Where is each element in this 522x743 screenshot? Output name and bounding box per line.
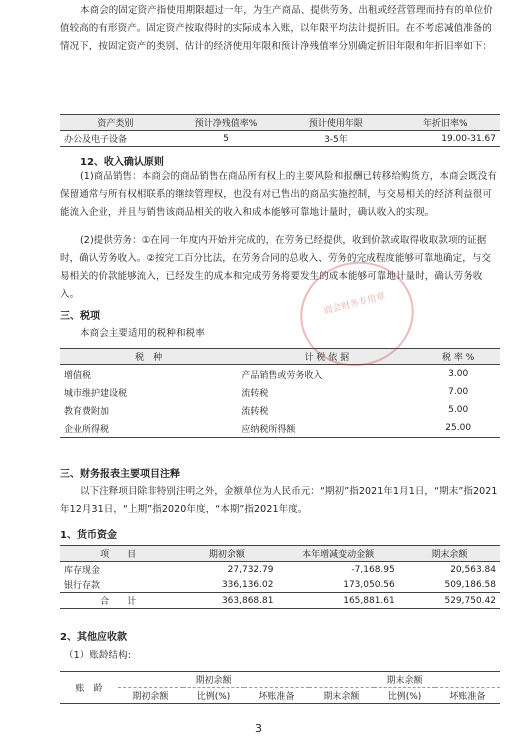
cell: 19.00-31.67 (441, 133, 496, 144)
cell: 产品销售或劳务收入 (241, 370, 323, 381)
col-header: 期初余额 (132, 692, 169, 702)
fixed-assets-table (60, 114, 500, 147)
revenue-heading: 12、收入确认原则 (80, 157, 164, 168)
col-header: 账 龄 (60, 672, 118, 704)
cell: 教育费附加 (64, 406, 110, 417)
col-header: 计 税 依 据 (237, 349, 416, 365)
col-header: 预计使用年限 (281, 115, 390, 131)
table-row (60, 131, 500, 147)
col-header: 期末余额 (309, 672, 500, 688)
cell: 27,732.79 (227, 564, 274, 575)
table-header-row (60, 115, 500, 131)
tax-intro: 本商会主要适用的税种和税率 (80, 328, 205, 339)
col-header: 税 种 (60, 349, 237, 365)
cell: 336,136.02 (221, 579, 274, 590)
col-header: 坏账准备 (258, 692, 295, 702)
table-row (60, 577, 500, 593)
table-total-row (60, 593, 500, 609)
cell: -7,168.95 (351, 564, 395, 575)
revenue-paragraph-1: (1)商品销售：本商会的商品销售在商品所有权上的主要风险和报酬已转移给购货方，本商会既没有保留通常与所有权相联系的继续管理权，也没有对已售出的商品实施控制，与交易相关的经济利益很可能流入企业，并且与销售该商品相关的收入和成本能够可靠地计量时，确认收入的实现。 (60, 171, 497, 218)
cell: 合 计 (100, 597, 137, 607)
cell: 5 (223, 133, 229, 144)
cell: 流转税 (241, 388, 269, 399)
col-header: 本年增减变动金额 (277, 546, 398, 562)
cell: 应纳税所得额 (241, 424, 296, 435)
cell: 363,868.81 (221, 595, 274, 606)
col-header: 资产类别 (60, 115, 171, 131)
col-header: 期末余额 (399, 546, 500, 562)
table-header-row (60, 672, 500, 688)
table-row (60, 419, 500, 438)
cell: 企业所得税 (64, 424, 110, 435)
table-header-row (60, 688, 500, 704)
cell: 3.00 (448, 369, 469, 379)
cell: 城市维护建设税 (64, 388, 128, 399)
col-header: 年折旧率% (391, 115, 500, 131)
table-row (60, 383, 500, 401)
col-header: 坏账准备 (449, 692, 486, 702)
cell: 20,563.84 (450, 564, 496, 575)
cell: 173,050.56 (343, 579, 395, 590)
cell: 增值税 (64, 370, 92, 381)
col-header: 期末余额 (323, 692, 360, 702)
table-header-row (60, 349, 500, 365)
cell: 7.00 (448, 387, 469, 397)
fixed-assets-intro: 本商会的固定资产指使用期限超过一年，为生产商品、提供劳务、出租或经营管理而持有的单位价值较高的有形资产。固定资产按取得时的实际成本入账，以年限平均法计提折旧。在不考虑减值准备的情况下，按固定资产的类别、估计的经济使用年限和预计净残值率分别确定折旧年限和年折旧率如下： (60, 5, 493, 52)
col-header: 期初余额 (176, 546, 277, 562)
cell: 库存现金 (64, 566, 101, 576)
cell: 529,750.42 (444, 595, 496, 606)
table-row (60, 562, 500, 578)
seal-text: 商会财务专用章 (322, 291, 387, 317)
revenue-paragraph-2: (2)提供劳务：①在同一年度内开始并完成的，在劳务已经提供，收到价款或取得收取款项的证据时，确认劳务收入。②按完工百分比法，在劳务合同的总收入、劳务的完成程度能够可靠地确定，与交易相关的价款能够流入，已经发生的成本和完成劳务将要发生的成本能够可靠地计量时，确认劳务收入。 (60, 235, 492, 300)
notes-intro: 以下注释项目除非特别注明之外，金额单位为人民币元：“期初”指2021年1月1日，“期末”指2021年12月31日，“上期”指2020年度，“本期”指2021年度。 (60, 486, 498, 515)
table-row (60, 401, 500, 419)
page-number: 3 (255, 722, 262, 735)
receivables-sub: （1）账龄结构: (64, 650, 132, 661)
tax-table (60, 348, 500, 438)
cash-heading: 1、货币资金 (60, 530, 117, 541)
receivables-table (60, 671, 500, 704)
cell: 3-5年 (324, 135, 348, 145)
cell: 165,881.61 (343, 595, 395, 606)
cell: 5.00 (448, 405, 469, 415)
receivables-heading: 2、其他应收款 (60, 632, 127, 643)
cell: 25.00 (445, 423, 472, 433)
notes-heading: 三、财务报表主要项目注释 (60, 469, 180, 480)
cell: 办公及电子设备 (64, 135, 128, 145)
cell: 流转税 (241, 406, 269, 417)
col-header: 项 目 (60, 546, 176, 562)
col-header: 期初余额 (118, 672, 309, 688)
cell: 银行存款 (64, 581, 101, 591)
col-header: 比例(%) (387, 692, 422, 702)
tax-heading: 三、税项 (60, 311, 100, 322)
col-header: 预计净残值率% (171, 115, 282, 131)
cell: 509,186.58 (444, 579, 496, 590)
table-header-row (60, 546, 500, 562)
cash-table (60, 545, 500, 609)
col-header: 税 率 % (416, 349, 500, 365)
table-row (60, 365, 500, 384)
col-header: 比例(%) (196, 692, 231, 702)
